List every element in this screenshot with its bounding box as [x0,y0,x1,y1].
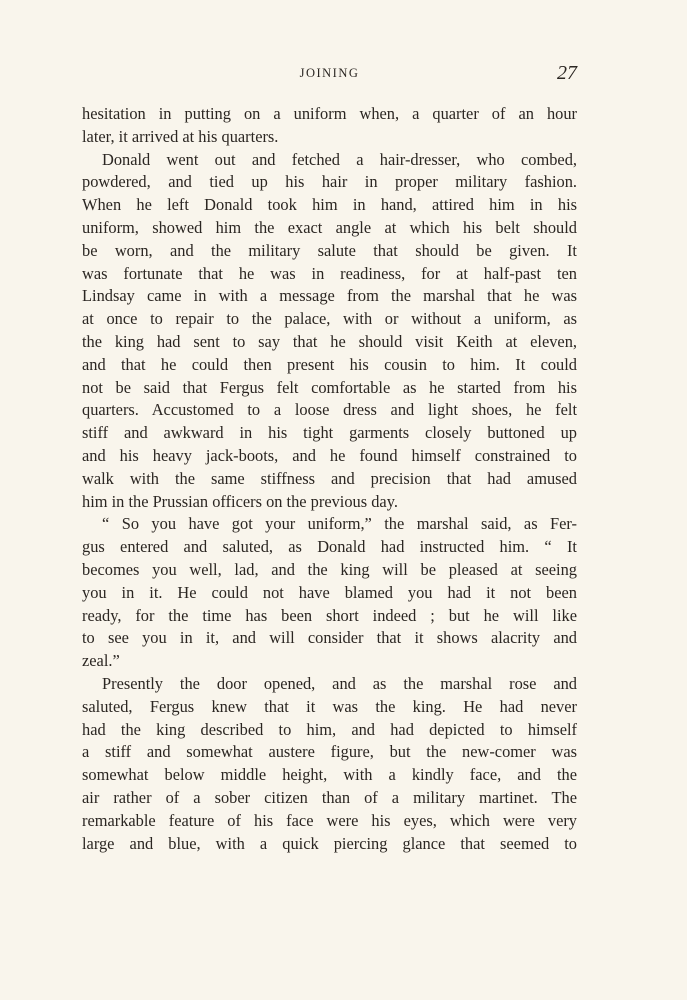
text-line: to see you in it, and will consider that it shows alacrity and [82,628,577,648]
text-line: later, it arrived at his quarters. [82,126,279,146]
text-line: hesitation in putting on a uniform when, a quarter of an hour [82,104,577,123]
text-line: becomes you well, lad, and the king will be pleased at seeing [82,559,577,579]
text-line: Donald went out and fetched a hair-dresser, who combed, [102,149,577,169]
text-line: powdered, and tied up his hair in proper military fashion. [82,172,577,192]
text-line: zeal.” [82,651,120,671]
running-head [82,64,577,88]
text-line: Lindsay came in with a message from the marshal that he was [82,286,577,306]
page-number: 27 [557,62,577,84]
running-title: JOINING [299,66,360,80]
text-line: was fortunate that he was in readiness, for at half-past ten [82,263,577,283]
text-line: quarters. Accustomed to a loose dress and light shoes, he felt [82,400,577,420]
text-line: ready, for the time has been short indeed ; but he will like [82,605,577,625]
text-line: somewhat below middle height, with a kindly face, and the [82,765,577,785]
text-line: at once to repair to the palace, with or without a uniform, as [82,309,577,329]
body-text [82,103,577,855]
text-line: not be said that Fergus felt comfortable as he started from his [82,377,577,397]
text-line: saluted, Fergus knew that it was the king. He had never [82,696,577,716]
text-line: remarkable feature of his face were his eyes, which were very [82,810,577,830]
text-line: stiff and awkward in his tight garments closely buttoned up [82,423,577,443]
text-line: him in the Prussian officers on the previous day. [82,491,398,511]
text-line: large and blue, with a quick piercing glance that seemed to [82,833,577,853]
text-line: the king had sent to say that he should visit Keith at eleven, [82,331,577,351]
text-line: be worn, and the military salute that should be given. It [82,240,577,260]
text-line: walk with the same stiffness and precision that had amused [82,468,577,488]
text-line: “ So you have got your uniform,” the marshal said, as Fer- [102,514,577,534]
text-line: and his heavy jack-boots, and he found himself constrained to [82,445,577,465]
text-line: and that he could then present his cousin to him. It could [82,354,577,374]
text-line: gus entered and saluted, as Donald had instructed him. “ It [82,537,577,557]
text-line: you in it. He could not have blamed you had it not been [82,582,577,602]
text-line: a stiff and somewhat austere figure, but the new-comer was [82,742,577,762]
text-line: had the king described to him, and had depicted to himself [82,719,577,739]
text-line: Presently the door opened, and as the marshal rose and [102,673,577,693]
text-line: When he left Donald took him in hand, attired him in his [82,195,577,215]
text-line: uniform, showed him the exact angle at which his belt should [82,217,577,237]
text-line: air rather of a sober citizen than of a military martinet. The [82,787,577,807]
